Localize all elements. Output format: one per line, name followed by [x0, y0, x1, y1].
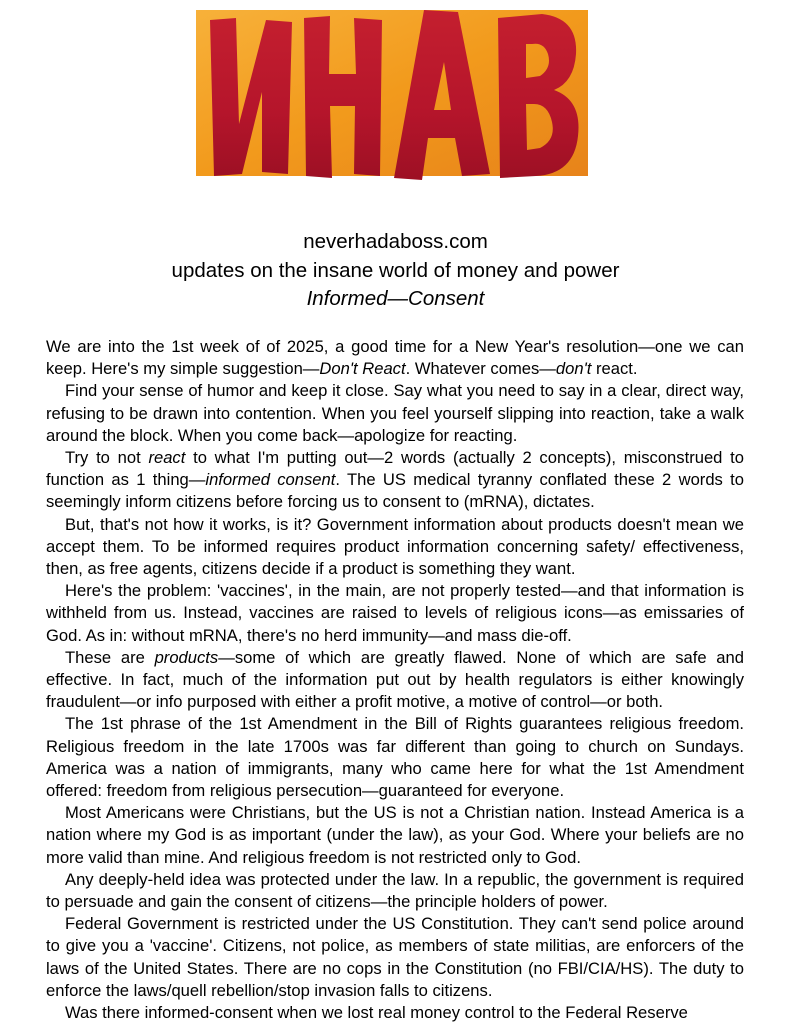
article-paragraph	[46, 647, 744, 714]
paragraph-text: The 1st phrase of the 1st Amendment in the Bill of Rights guarantees religious freedom. Religious freedom in the late 1700s was far different than going to church on Sundays. America was a nation of immigrants, many who came here for what the 1st Amendment offered: freedom from religious persecution—guaranteed for everyone.	[46, 714, 744, 801]
article-paragraph	[46, 447, 744, 514]
article-paragraph	[46, 869, 744, 913]
paragraph-text: But, that's not how it works, is it? Government information about products doesn't mean we accept them. To be informed requires product information concerning safety/ effectiveness, then, as free agents, citizens decide if a product is something they want.	[46, 514, 744, 579]
site-name: neverhadaboss.com	[303, 230, 488, 253]
article-paragraph	[46, 1002, 744, 1024]
paragraph-text: These are	[65, 647, 155, 667]
paragraph-text: —some of which are greatly flawed. None of which are safe and effective. In fact, much of the information put out by health regulators is either knowingly fraudulent—or info purposed with either a profit motive, a motive of control—or both.	[46, 647, 744, 712]
paragraph-text: . Whatever comes—	[405, 359, 556, 379]
article-paragraph	[46, 580, 744, 647]
masthead	[0, 228, 791, 314]
emphasized-text: Don't React	[319, 359, 406, 379]
emphasized-text: products	[154, 647, 219, 667]
article-paragraph	[46, 514, 744, 581]
site-tagline: updates on the insane world of money and power	[171, 258, 620, 282]
emphasized-text: don't	[555, 359, 592, 379]
paragraph-text: Federal Government is restricted under the US Constitution. They can't send police around to give you a 'vaccine'. Citizens, not police, as members of state militias, are enforcers of the laws of the United States. There are no cops in the Constitution (no FBI/CIA/HS). The duty to enforce the laws/quell rebellion/stop invasion falls to citizens.	[46, 914, 744, 1000]
article-paragraph	[46, 913, 744, 1002]
paragraph-text: to what I'm putting out—2 words (actually 2 concepts), misconstrued to function as 1 thing—	[46, 448, 744, 490]
article-paragraph	[46, 713, 744, 802]
paragraph-text: . The US medical tyranny conflated these 2 words to seemingly inform citizens before forcing us to consent to (mRNA), dictates.	[46, 470, 745, 512]
article-title: Informed—Consent	[306, 287, 485, 310]
paragraph-text: We are into the 1st week of of 2025, a good time for a New Year's resolution—one we can keep. Here's my simple suggestion—	[46, 337, 744, 379]
article-paragraph	[46, 336, 744, 380]
paragraph-text: Most Americans were Christians, but the US is not a Christian nation. Instead America is a nation where my God is as important (under the law), as your God. Where your beliefs are no more valid than mine. And religious freedom is not restricted only to God.	[46, 803, 744, 867]
emphasized-text: react	[148, 448, 186, 468]
paragraph-text: Any deeply-held idea was protected under the law. In a republic, the government is required to persuade and gain the consent of citizens—the principle holders of power.	[46, 869, 744, 912]
paragraph-text: Was there informed-consent when we lost real money control to the Federal Reserve	[65, 1003, 688, 1023]
nhab-logo	[196, 4, 588, 186]
article-paragraph	[46, 802, 744, 869]
article-body	[46, 336, 744, 1024]
paragraph-text: react.	[591, 359, 638, 379]
emphasized-text: informed consent	[205, 470, 336, 490]
article-paragraph	[46, 380, 744, 447]
paragraph-text: Find your sense of humor and keep it close. Say what you need to say in a clear, direct way, refusing to be drawn into contention. When you feel yourself slipping into reaction, take a walk around the block. When you come back—apologize for reacting.	[46, 381, 744, 445]
paragraph-text: Here's the problem: 'vaccines', in the main, are not properly tested—and that information is withheld from us. Instead, vaccines are raised to levels of religious icons—as emissaries of God. As in: without mRNA, there's no herd immunity—and mass die-off.	[46, 581, 744, 645]
paragraph-text: Try to not	[65, 448, 149, 468]
